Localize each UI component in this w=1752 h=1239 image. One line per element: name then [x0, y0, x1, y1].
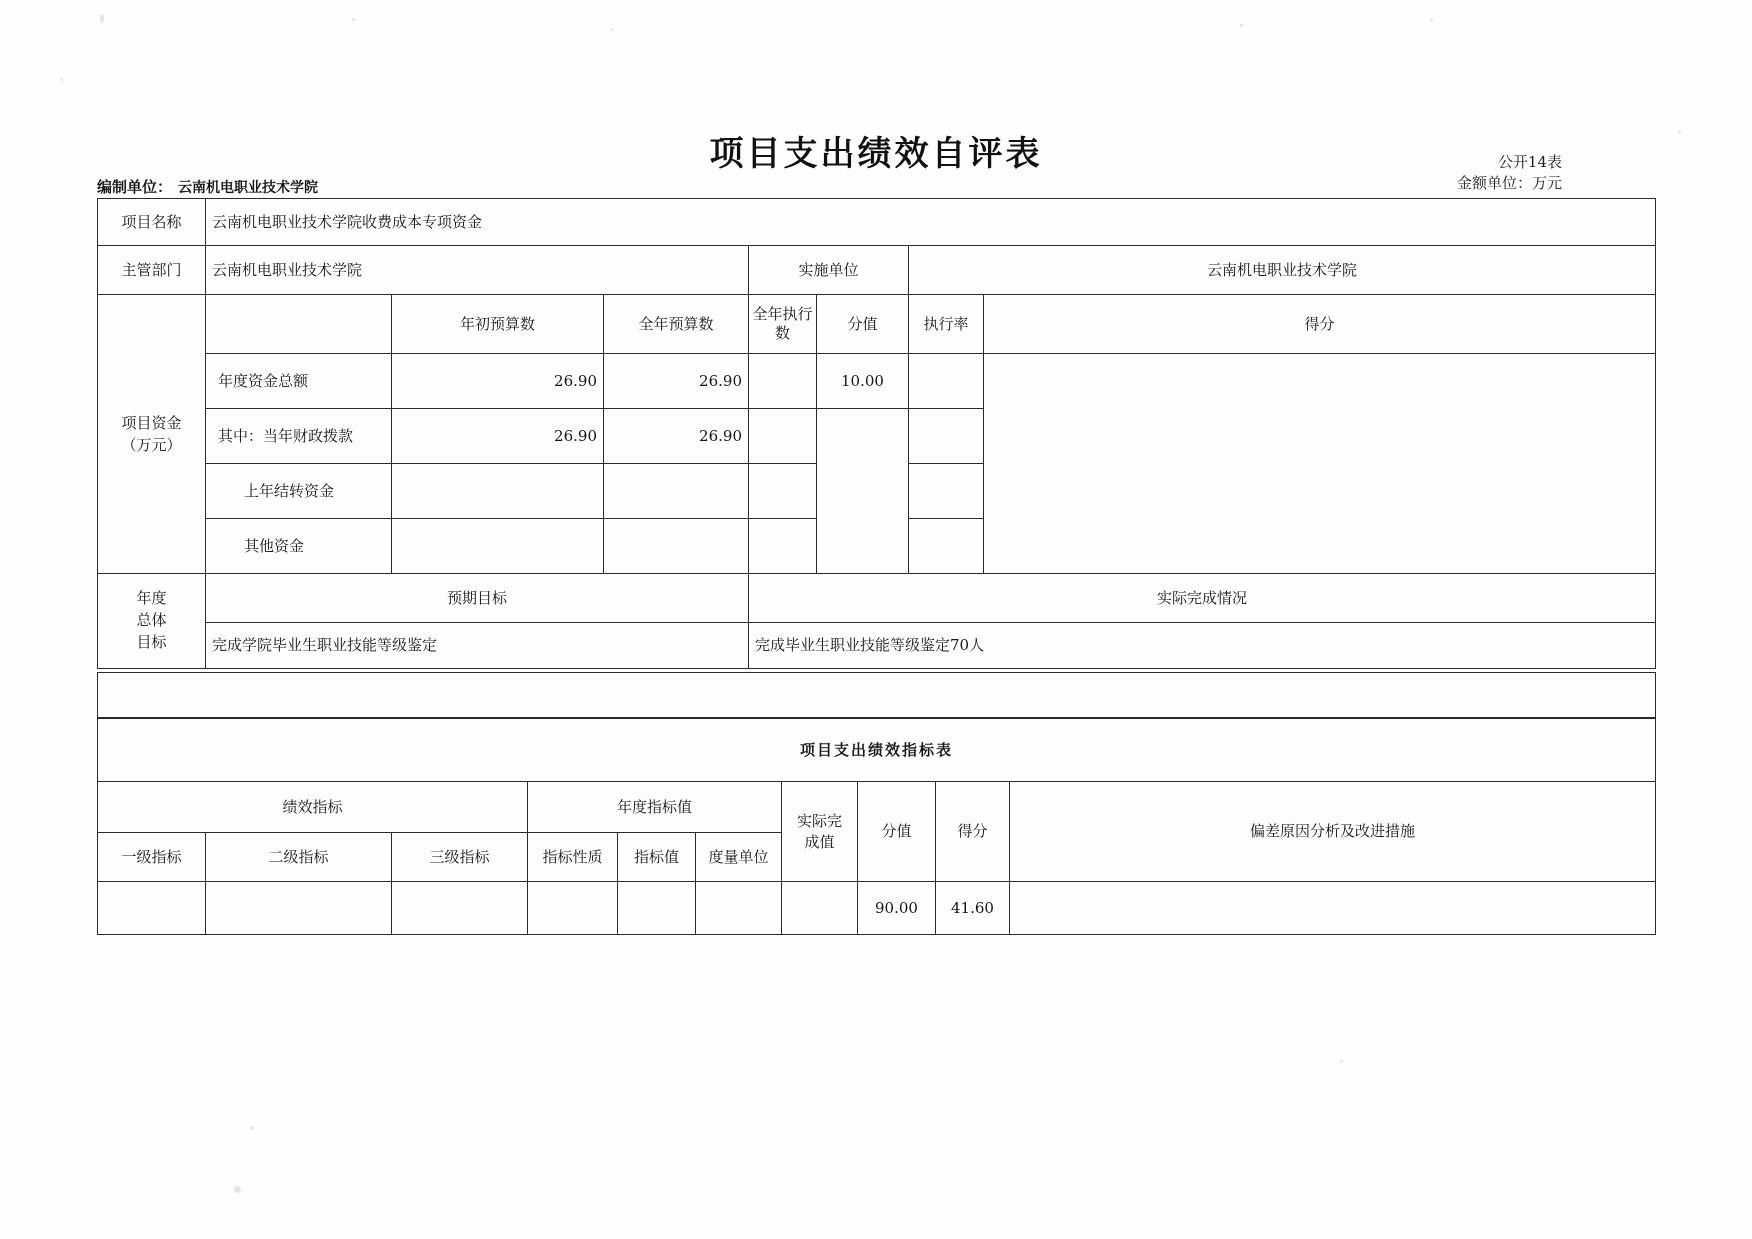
spacer-band — [97, 672, 1656, 718]
prepared-by-value: 云南机电职业技术学院 — [178, 180, 319, 196]
scan-speck — [352, 18, 355, 21]
project-name-label: 项目名称 — [98, 199, 206, 246]
table-row-project-name — [98, 199, 1656, 246]
funds-row-header-line1: 项目资金 — [121, 413, 182, 432]
sub-indicator-nature: 指标性质 — [528, 833, 618, 882]
form-number: 公开14表 — [1497, 153, 1562, 171]
actual-value-line1: 实际完 — [796, 811, 842, 830]
scan-speck — [250, 1126, 254, 1130]
scan-speck — [1340, 1060, 1343, 1063]
project-name-value: 云南机电职业技术学院收费成本专项资金 — [206, 199, 1656, 246]
annual-goal-label-line1: 年度 — [136, 589, 167, 608]
page-title: 项目支出绩效自评表 — [709, 134, 1043, 174]
impl-unit-value: 云南机电职业技术学院 — [909, 246, 1656, 295]
group-score: 得分 — [936, 782, 1010, 882]
cell-measure-unit — [696, 882, 782, 935]
group-annual-indicator-value: 年度指标值 — [528, 782, 782, 833]
expected-goal-header: 预期目标 — [206, 574, 749, 623]
group-score-value: 分值 — [858, 782, 936, 882]
prepared-by — [97, 176, 318, 197]
cell-level1 — [98, 882, 206, 935]
header-right-meta — [1457, 152, 1562, 194]
funds-row-label: 上年结转资金 — [206, 464, 392, 519]
table-row-goal-header — [98, 574, 1656, 623]
table-row — [98, 882, 1656, 935]
table-row-spacer — [98, 673, 1656, 718]
funds-year-budget: 26.90 — [604, 409, 749, 464]
funds-col-blank — [206, 295, 392, 354]
table-row-indicator-group-header — [98, 782, 1656, 833]
sub-level3: 三级指标 — [392, 833, 528, 882]
dept-value: 云南机电职业技术学院 — [206, 246, 749, 295]
sub-level2: 二级指标 — [206, 833, 392, 882]
funds-begin-budget — [392, 519, 604, 574]
annual-goal-row-header — [98, 574, 206, 669]
funds-score — [984, 354, 1656, 574]
indicator-table-title: 项目支出绩效指标表 — [98, 719, 1656, 782]
cell-actual-value — [782, 882, 858, 935]
dept-label: 主管部门 — [98, 246, 206, 295]
prepared-by-label: 编制单位： — [97, 178, 173, 196]
sub-level1: 一级指标 — [98, 833, 206, 882]
cell-deviation — [1010, 882, 1656, 935]
funds-begin-budget: 26.90 — [392, 354, 604, 409]
table-row-indicator-title — [98, 719, 1656, 782]
funds-execution-rate — [909, 354, 984, 409]
funds-col-begin-budget: 年初预算数 — [392, 295, 604, 354]
group-deviation: 偏差原因分析及改进措施 — [1010, 782, 1656, 882]
funds-row-header-line2: （万元） — [121, 436, 182, 454]
table-row-goal-values — [98, 623, 1656, 669]
scan-speck — [610, 28, 613, 31]
cell-indicator-nature — [528, 882, 618, 935]
sub-measure-unit: 度量单位 — [696, 833, 782, 882]
funds-execution-rate — [909, 519, 984, 574]
funds-row-header — [98, 295, 206, 574]
annual-goal-label-line3: 目标 — [136, 632, 167, 651]
funds-row-label: 其中：当年财政拨款 — [206, 409, 392, 464]
project-summary-table — [97, 198, 1656, 669]
funds-row-label: 其他资金 — [206, 519, 392, 574]
scan-speck — [234, 1186, 241, 1193]
funds-year-budget — [604, 519, 749, 574]
cell-score-value: 90.00 — [858, 882, 936, 935]
scan-speck — [100, 14, 104, 23]
funds-year-executed — [749, 519, 817, 574]
funds-col-score: 得分 — [984, 295, 1656, 354]
impl-unit-label: 实施单位 — [749, 246, 909, 295]
funds-execution-rate — [909, 409, 984, 464]
table-row-funds-header — [98, 295, 1656, 354]
funds-year-budget: 26.90 — [604, 354, 749, 409]
funds-col-year-executed: 全年执行数 — [749, 295, 817, 354]
funds-col-score-value: 分值 — [817, 295, 909, 354]
scan-speck — [60, 78, 63, 81]
cell-indicator-value — [618, 882, 696, 935]
funds-year-executed — [749, 409, 817, 464]
funds-begin-budget: 26.90 — [392, 409, 604, 464]
spacer-cell — [98, 673, 1656, 718]
group-actual-value — [782, 782, 858, 882]
funds-year-executed — [749, 354, 817, 409]
funds-execution-rate — [909, 464, 984, 519]
annual-goal-label-line2: 总体 — [136, 611, 167, 630]
funds-score-value: 10.00 — [817, 354, 909, 409]
funds-year-budget — [604, 464, 749, 519]
performance-indicator-table — [97, 718, 1656, 935]
cell-level3 — [392, 882, 528, 935]
funds-col-year-budget: 全年预算数 — [604, 295, 749, 354]
actual-result-header: 实际完成情况 — [749, 574, 1656, 623]
table-row-funds-total — [98, 354, 1656, 409]
funds-col-execution-rate: 执行率 — [909, 295, 984, 354]
actual-value-line2: 成值 — [804, 832, 835, 851]
funds-year-executed — [749, 464, 817, 519]
funds-score-value — [817, 409, 909, 574]
scan-speck — [1240, 24, 1243, 27]
cell-level2 — [206, 882, 392, 935]
table-row-department — [98, 246, 1656, 295]
cell-score: 41.60 — [936, 882, 1010, 935]
actual-result-value: 完成毕业生职业技能等级鉴定70人 — [749, 623, 1656, 669]
scan-speck — [1430, 18, 1433, 21]
funds-begin-budget — [392, 464, 604, 519]
funds-row-label: 年度资金总额 — [206, 354, 392, 409]
amount-unit: 金额单位：万元 — [1456, 174, 1562, 192]
sub-indicator-value: 指标值 — [618, 833, 696, 882]
expected-goal-value: 完成学院毕业生职业技能等级鉴定 — [206, 623, 749, 669]
group-performance-indicator: 绩效指标 — [98, 782, 528, 833]
